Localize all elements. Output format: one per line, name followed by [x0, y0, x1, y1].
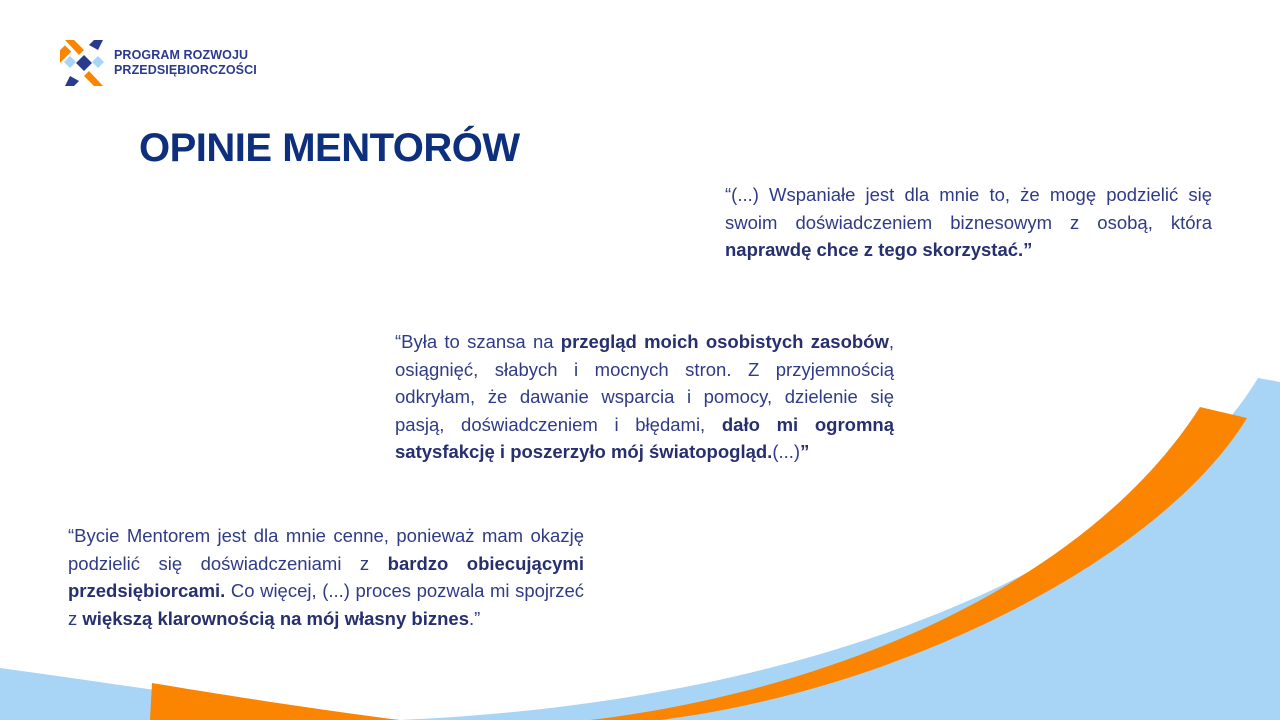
page-title: OPINIE MENTORÓW — [139, 126, 520, 170]
quote-text: “(...) Wspaniałe jest dla mnie to, że mogę podzielić się swoim doświadczeniem biznesowym z osobą, która — [725, 184, 1212, 233]
logo-line-1: PROGRAM ROZWOJU — [114, 48, 249, 62]
mentor-quote-3 — [68, 522, 584, 632]
orange-swoosh-bottom — [150, 683, 400, 720]
quote-closing-mark: ” — [800, 441, 810, 462]
quote-text: “Bycie Mentorem jest dla mnie cenne, ponieważ mam okazję podzielić się doświadczeniami z — [68, 525, 584, 574]
quote-highlight: bardzo obiecującymi przedsiębiorcami. — [68, 552, 584, 601]
logo-line-2: PRZEDSIĘBIORCZOŚCI — [114, 63, 257, 77]
program-logo-text — [114, 48, 257, 78]
program-logo-icon — [60, 38, 108, 88]
mentor-quote-2 — [395, 328, 894, 466]
quote-highlight: przegląd moich osobistych zasobów — [560, 331, 889, 352]
quote-highlight: dało mi ogromną satysfakcję i poszerzyło mój światopogląd. — [395, 413, 894, 462]
quote-text: .” — [469, 607, 481, 629]
quote-text: , osiągnięć, słabych i mocnych stron. Z przyjemnością odkryłam, że dawanie wsparcia i pomocy, dzielenie się pasją, doświadczeniem i błędami, — [395, 331, 894, 435]
program-logo — [60, 38, 257, 88]
mentor-quote-1 — [725, 181, 1212, 264]
quote-text: “Była to szansa na — [395, 331, 561, 352]
quote-highlight: większą klarownością na mój własny biznes — [82, 607, 469, 629]
quote-highlight: naprawdę chce z tego skorzystać.” — [725, 239, 1033, 260]
quote-text: Co więcej, (...) proces pozwala mi spojrzeć z — [68, 580, 584, 629]
quote-text: (...) — [772, 441, 801, 462]
